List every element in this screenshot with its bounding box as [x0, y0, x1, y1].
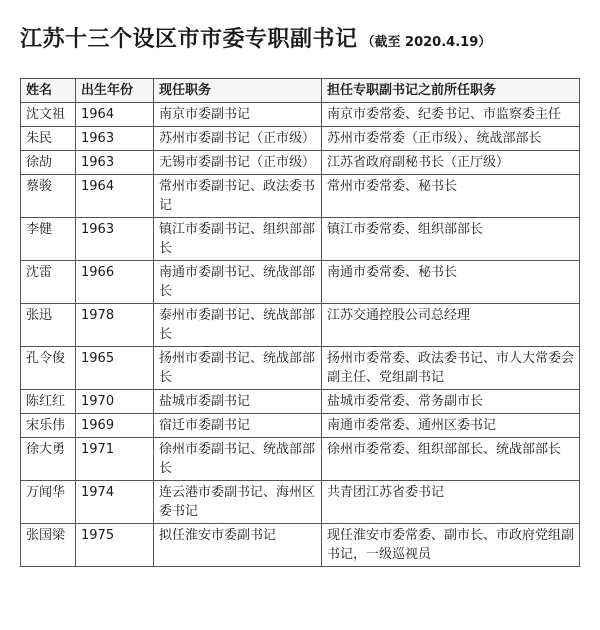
cell-current-post: 无锡市委副书记（正市级）	[154, 151, 322, 175]
title-date-note: （截至 2020.4.19）	[361, 35, 492, 50]
cell-birth-year: 1970	[76, 390, 154, 414]
cell-previous-post: 苏州市委常委（正市级）、统战部部长	[322, 127, 580, 151]
secretary-table	[20, 78, 580, 567]
table-row	[21, 151, 580, 175]
table-row	[21, 304, 580, 347]
cell-birth-year: 1965	[76, 347, 154, 390]
header-current-post: 现任职务	[154, 79, 322, 103]
table-row	[21, 127, 580, 151]
cell-name: 张迅	[21, 304, 76, 347]
table-row	[21, 347, 580, 390]
cell-birth-year: 1963	[76, 218, 154, 261]
cell-birth-year: 1963	[76, 127, 154, 151]
table-row	[21, 218, 580, 261]
page-title	[20, 22, 491, 53]
cell-previous-post: 常州市委常委、秘书长	[322, 175, 580, 218]
cell-birth-year: 1975	[76, 524, 154, 567]
cell-previous-post: 现任淮安市委常委、副市长、市政府党组副书记，一级巡视员	[322, 524, 580, 567]
cell-previous-post: 江苏省政府副秘书长（正厅级）	[322, 151, 580, 175]
cell-current-post: 泰州市委副书记、统战部部长	[154, 304, 322, 347]
cell-birth-year: 1964	[76, 103, 154, 127]
cell-previous-post: 南通市委常委、通州区委书记	[322, 414, 580, 438]
cell-current-post: 南京市委副书记	[154, 103, 322, 127]
cell-current-post: 宿迁市委副书记	[154, 414, 322, 438]
table-row	[21, 481, 580, 524]
cell-birth-year: 1964	[76, 175, 154, 218]
table-row	[21, 261, 580, 304]
cell-name: 朱民	[21, 127, 76, 151]
cell-current-post: 拟任淮安市委副书记	[154, 524, 322, 567]
cell-birth-year: 1971	[76, 438, 154, 481]
table-header-row	[21, 79, 580, 103]
table-row	[21, 103, 580, 127]
cell-name: 沈雷	[21, 261, 76, 304]
cell-current-post: 盐城市委副书记	[154, 390, 322, 414]
table-body	[21, 103, 580, 567]
cell-birth-year: 1966	[76, 261, 154, 304]
header-birth-year: 出生年份	[76, 79, 154, 103]
table-row	[21, 175, 580, 218]
cell-birth-year: 1969	[76, 414, 154, 438]
header-name: 姓名	[21, 79, 76, 103]
cell-current-post: 南通市委副书记、统战部部长	[154, 261, 322, 304]
cell-name: 张国梁	[21, 524, 76, 567]
header-previous-post: 担任专职副书记之前所任职务	[322, 79, 580, 103]
cell-current-post: 扬州市委副书记、统战部部长	[154, 347, 322, 390]
cell-previous-post: 江苏交通控股公司总经理	[322, 304, 580, 347]
cell-current-post: 徐州市委副书记、统战部部长	[154, 438, 322, 481]
cell-current-post: 常州市委副书记、政法委书记	[154, 175, 322, 218]
cell-previous-post: 共青团江苏省委书记	[322, 481, 580, 524]
cell-name: 蔡骏	[21, 175, 76, 218]
cell-previous-post: 镇江市委常委、组织部部长	[322, 218, 580, 261]
cell-name: 沈文祖	[21, 103, 76, 127]
table-row	[21, 414, 580, 438]
cell-current-post: 苏州市委副书记（正市级）	[154, 127, 322, 151]
title-main: 江苏十三个设区市市委专职副书记	[20, 27, 358, 52]
cell-previous-post: 南通市委常委、秘书长	[322, 261, 580, 304]
cell-previous-post: 徐州市委常委、组织部部长、统战部部长	[322, 438, 580, 481]
cell-birth-year: 1963	[76, 151, 154, 175]
cell-name: 宋乐伟	[21, 414, 76, 438]
cell-name: 陈红红	[21, 390, 76, 414]
cell-current-post: 镇江市委副书记、组织部部长	[154, 218, 322, 261]
cell-previous-post: 南京市委常委、纪委书记、市监察委主任	[322, 103, 580, 127]
cell-name: 万闻华	[21, 481, 76, 524]
cell-birth-year: 1974	[76, 481, 154, 524]
table-row	[21, 390, 580, 414]
table-row	[21, 524, 580, 567]
cell-birth-year: 1978	[76, 304, 154, 347]
cell-name: 孔令俊	[21, 347, 76, 390]
cell-name: 徐劼	[21, 151, 76, 175]
cell-previous-post: 盐城市委常委、常务副市长	[322, 390, 580, 414]
cell-previous-post: 扬州市委常委、政法委书记、市人大常委会副主任、党组副书记	[322, 347, 580, 390]
cell-name: 李健	[21, 218, 76, 261]
cell-name: 徐大勇	[21, 438, 76, 481]
table-row	[21, 438, 580, 481]
cell-current-post: 连云港市委副书记、海州区委书记	[154, 481, 322, 524]
